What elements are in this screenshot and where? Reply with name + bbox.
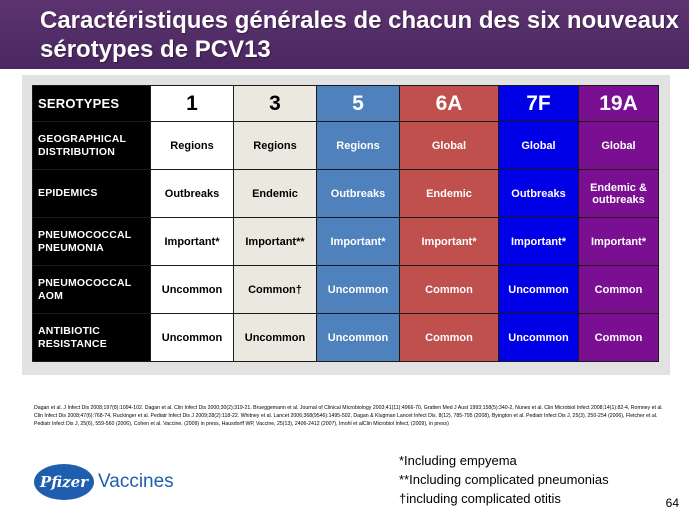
table-cell: Important** <box>234 218 317 266</box>
table-cell: Uncommon <box>151 314 234 362</box>
logo-brand: Pfizer <box>39 473 89 491</box>
row-label-pneumococcal-aom: PNEUMOCOCCAL AOM <box>33 266 151 314</box>
row-label-pneumococcal-pneumonia: PNEUMOCOCCAL PNEUMONIA <box>33 218 151 266</box>
serotype-19a-header: 19A <box>579 86 659 122</box>
table-row <box>33 218 659 266</box>
table-cell: Endemic <box>400 170 499 218</box>
table-cell: Regions <box>151 122 234 170</box>
table-cell: Outbreaks <box>499 170 579 218</box>
table-cell: Outbreaks <box>317 170 400 218</box>
table-cell: Important* <box>579 218 659 266</box>
table-cell: Global <box>400 122 499 170</box>
row-label-geographical-distribution: GEOGRAPHICAL DISTRIBUTION <box>33 122 151 170</box>
serotype-6a-header: 6A <box>400 86 499 122</box>
table-row <box>33 170 659 218</box>
table-row <box>33 122 659 170</box>
table-cell: Important* <box>317 218 400 266</box>
header-label: SEROTYPES <box>33 86 151 122</box>
pfizer-oval-icon <box>34 464 94 500</box>
serotype-table <box>32 85 659 362</box>
table-cell: Uncommon <box>317 266 400 314</box>
footnote-item: **Including complicated pneumonias <box>399 472 609 487</box>
serotype-5-header: 5 <box>317 86 400 122</box>
table-row <box>33 314 659 362</box>
table-cell: Endemic <box>234 170 317 218</box>
table-cell: Global <box>499 122 579 170</box>
table-cell: Important* <box>151 218 234 266</box>
references-text: Dagan et al. J Infect Dis 2008;197(8):1094-102. Dagan et al. Clin Infect Dis 2000;30(2):319-21. Brueggemann et al. Journal of Clinical Microbiology 2003;41(11):4966-70, Gratten Med J Aust 1993;158(5):340-2, Nunes et al. Clin Microbiol Infect 2008;14(1):82-4, Romney et al. Clin Infect Dis 2008;47(6):768-74, Ruckinger et al. Pediatr Infect Dis J 2009;28(2):118-22. Whitney et al. Lancet 2006;368(9546):1495-502, Dagan & Klugman Lancet Infect Dis. 8(12), 785-795 (2008), Byington et al. Pediatr Infect Dis J, 25(3), 250-254 (2006), Fletcher et al. Pediatr Infect Dis J, 25(6), 559-560 (2006), Cohen et al. Vaccine, (2009) in press, Hausdorff WP, Vaccine, 25(13), 2406-2412 (2007), Imohl et alClin Microbiol Infect, (2009), in press) <box>34 405 663 427</box>
footnote-item: *Including empyema <box>399 453 517 468</box>
table-cell: Uncommon <box>151 266 234 314</box>
table-cell: Common† <box>234 266 317 314</box>
page-title: Caractéristiques générales de chacun des six nouveaux sérotypes de PCV13 <box>40 7 679 63</box>
table-cell: Uncommon <box>317 314 400 362</box>
row-label-epidemics: EPIDEMICS <box>33 170 151 218</box>
row-label-antibiotic-resistance: ANTIBIOTIC RESISTANCE <box>33 314 151 362</box>
table-cell: Regions <box>234 122 317 170</box>
table-cell: Uncommon <box>234 314 317 362</box>
table-header-row <box>33 86 659 122</box>
footnotes <box>399 451 684 508</box>
pfizer-vaccines-logo <box>34 458 184 506</box>
table-cell: Endemic & outbreaks <box>579 170 659 218</box>
title-bar <box>0 0 689 69</box>
table-cell: Important* <box>499 218 579 266</box>
table-cell: Global <box>579 122 659 170</box>
table-cell: Regions <box>317 122 400 170</box>
table-row <box>33 266 659 314</box>
table-cell: Uncommon <box>499 266 579 314</box>
table-cell: Common <box>400 314 499 362</box>
serotype-1-header: 1 <box>151 86 234 122</box>
serotype-3-header: 3 <box>234 86 317 122</box>
table-cell: Important* <box>400 218 499 266</box>
table-cell: Common <box>579 266 659 314</box>
table-cell: Outbreaks <box>151 170 234 218</box>
table-cell: Uncommon <box>499 314 579 362</box>
footnote-item: †including complicated otitis <box>399 491 561 506</box>
serotype-7f-header: 7F <box>499 86 579 122</box>
logo-product: Vaccines <box>98 471 174 492</box>
table-cell: Common <box>579 314 659 362</box>
table-cell: Common <box>400 266 499 314</box>
page-number: 64 <box>665 496 679 510</box>
